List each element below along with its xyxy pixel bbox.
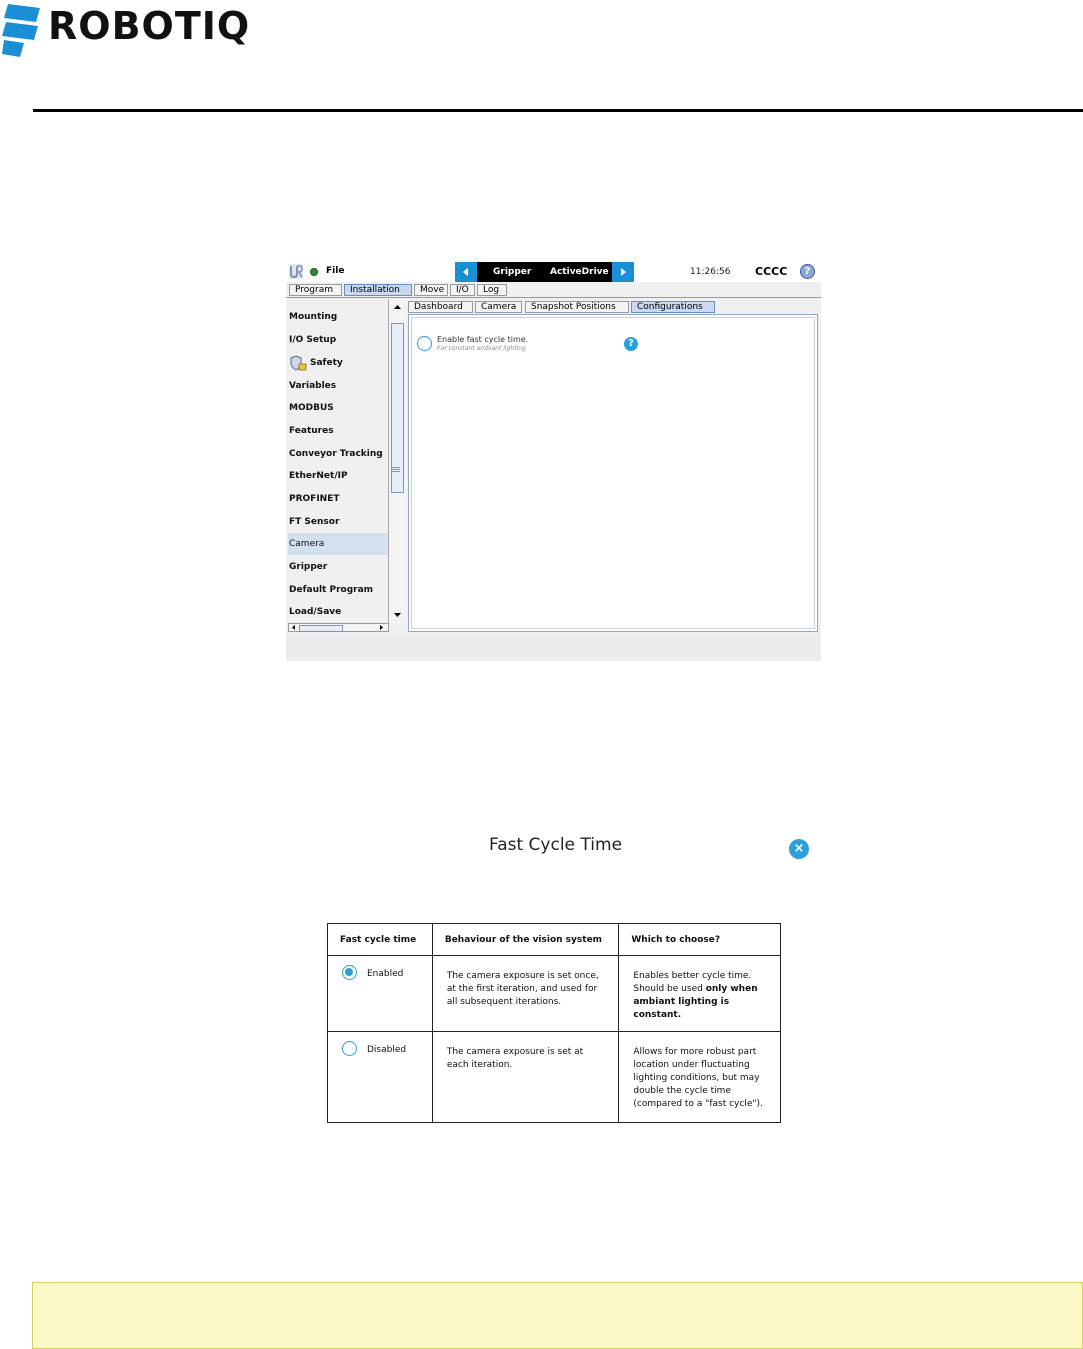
sidebar-item-default-program[interactable]: Default Program <box>289 585 374 595</box>
fast-cycle-help-icon[interactable]: ? <box>624 337 638 351</box>
header-behaviour: Behaviour of the vision system <box>432 924 619 956</box>
polyscope-screenshot <box>286 262 821 661</box>
robotiq-mark-icon <box>2 2 44 60</box>
sidebar-item-modbus[interactable]: MODBUS <box>289 403 334 413</box>
robotiq-logo <box>0 0 260 62</box>
table-row <box>328 1032 781 1123</box>
header-divider <box>33 109 1083 112</box>
tab-configurations[interactable]: Configurations <box>631 301 715 313</box>
radio-enabled-icon <box>342 965 357 980</box>
state-disabled: Disabled <box>367 1045 407 1055</box>
table-row <box>328 956 781 1032</box>
behaviour-enabled: The camera exposure is set once, at the first iteration, and used for all subsequent iterations. <box>446 971 599 1007</box>
nav-gripper-label[interactable]: Gripper <box>493 267 532 277</box>
behaviour-cell <box>432 956 619 1032</box>
installation-sidebar <box>288 299 388 632</box>
footer-bar <box>286 634 821 661</box>
sidebar-item-mounting[interactable]: Mounting <box>289 312 338 322</box>
ur-logo-icon <box>289 264 303 279</box>
configurations-panel <box>408 314 818 632</box>
fast-cycle-radio[interactable] <box>417 336 432 351</box>
choose-cell <box>619 1032 781 1123</box>
tab-camera[interactable]: Camera <box>475 301 522 313</box>
safety-shield-icon <box>290 355 308 371</box>
fast-cycle-label: Enable fast cycle time. <box>437 335 529 344</box>
nav-activedrive-label[interactable]: ActiveDrive <box>550 267 609 277</box>
header-which: Which to choose? <box>619 924 781 956</box>
dialog-title: Fast Cycle Time <box>489 835 623 855</box>
urcap-nav-bar <box>477 262 612 282</box>
sidebar-vertical-scrollbar[interactable] <box>388 299 406 623</box>
scroll-right-icon[interactable] <box>378 624 386 631</box>
choose-enabled-bold: only when ambiant lighting is constant. <box>633 984 758 1020</box>
scroll-down-icon[interactable] <box>390 609 405 621</box>
sidebar-item-ft-sensor[interactable]: FT Sensor <box>289 517 340 527</box>
clock: 11:26:56 <box>690 267 731 277</box>
tab-io[interactable]: I/O <box>450 284 475 296</box>
header-fast-cycle: Fast cycle time <box>328 924 433 956</box>
sidebar-item-profinet[interactable]: PROFINET <box>289 494 340 504</box>
top-bar <box>286 262 821 282</box>
scroll-grip <box>391 467 400 468</box>
sidebar-item-gripper[interactable]: Gripper <box>289 562 328 572</box>
state-cell <box>328 1032 433 1123</box>
nav-prev-button[interactable] <box>455 262 477 282</box>
sidebar-item-label: Safety <box>310 358 343 368</box>
file-menu[interactable]: File <box>326 266 345 276</box>
choose-disabled-plain: Allows for more robust part location under fluctuating lighting conditions, but may double the cycle time (compared to a "fast cycle"). <box>633 1047 763 1109</box>
scroll-up-icon[interactable] <box>390 301 405 313</box>
tab-divider <box>286 297 821 298</box>
arrow-right-icon <box>621 268 626 276</box>
sidebar-horizontal-scrollbar[interactable] <box>288 623 389 632</box>
tab-move[interactable]: Move <box>414 284 448 296</box>
help-icon[interactable]: ? <box>800 264 815 279</box>
tab-program[interactable]: Program <box>289 284 342 296</box>
behaviour-cell <box>432 1032 619 1123</box>
choose-cell <box>619 956 781 1032</box>
state-cell <box>328 956 433 1032</box>
tab-snapshot-positions[interactable]: Snapshot Positions <box>525 301 629 313</box>
arrow-left-icon <box>463 268 468 276</box>
close-icon[interactable]: × <box>789 839 809 859</box>
nav-next-button[interactable] <box>612 262 634 282</box>
fast-cycle-sublabel: For constant ambiant lighting <box>437 345 526 352</box>
table-header-row <box>328 924 781 956</box>
sidebar-item-ethernet-ip[interactable]: EtherNet/IP <box>289 471 348 481</box>
tab-log[interactable]: Log <box>477 284 507 296</box>
sidebar-item-load-save[interactable]: Load/Save <box>289 607 342 617</box>
sidebar-item-variables[interactable]: Variables <box>289 381 337 391</box>
tab-dashboard[interactable]: Dashboard <box>408 301 473 313</box>
fast-cycle-table <box>327 923 781 1123</box>
tab-installation[interactable]: Installation <box>344 284 412 296</box>
radio-disabled-icon <box>342 1041 357 1056</box>
sidebar-item-camera[interactable]: Camera <box>288 533 388 555</box>
status-dot-icon <box>310 268 318 276</box>
sidebar-item-features[interactable]: Features <box>289 426 334 436</box>
user-name: CCCC <box>755 265 788 278</box>
scroll-left-icon[interactable] <box>290 624 298 631</box>
brand-wordmark: ROBOTIQ <box>48 4 251 48</box>
sidebar-item-conveyor-tracking[interactable]: Conveyor Tracking <box>289 449 383 459</box>
choose-enabled-plain: Enables better cycle time. Should be used <box>633 971 752 994</box>
hscroll-thumb[interactable] <box>299 625 343 632</box>
behaviour-disabled: The camera exposure is set at each iteration. <box>446 1047 584 1070</box>
panel-inner-border <box>411 317 815 629</box>
state-enabled: Enabled <box>367 969 404 979</box>
sidebar-item-safety[interactable] <box>288 352 388 374</box>
note-box <box>32 1282 1083 1349</box>
sidebar-item-io-setup[interactable]: I/O Setup <box>289 335 337 345</box>
